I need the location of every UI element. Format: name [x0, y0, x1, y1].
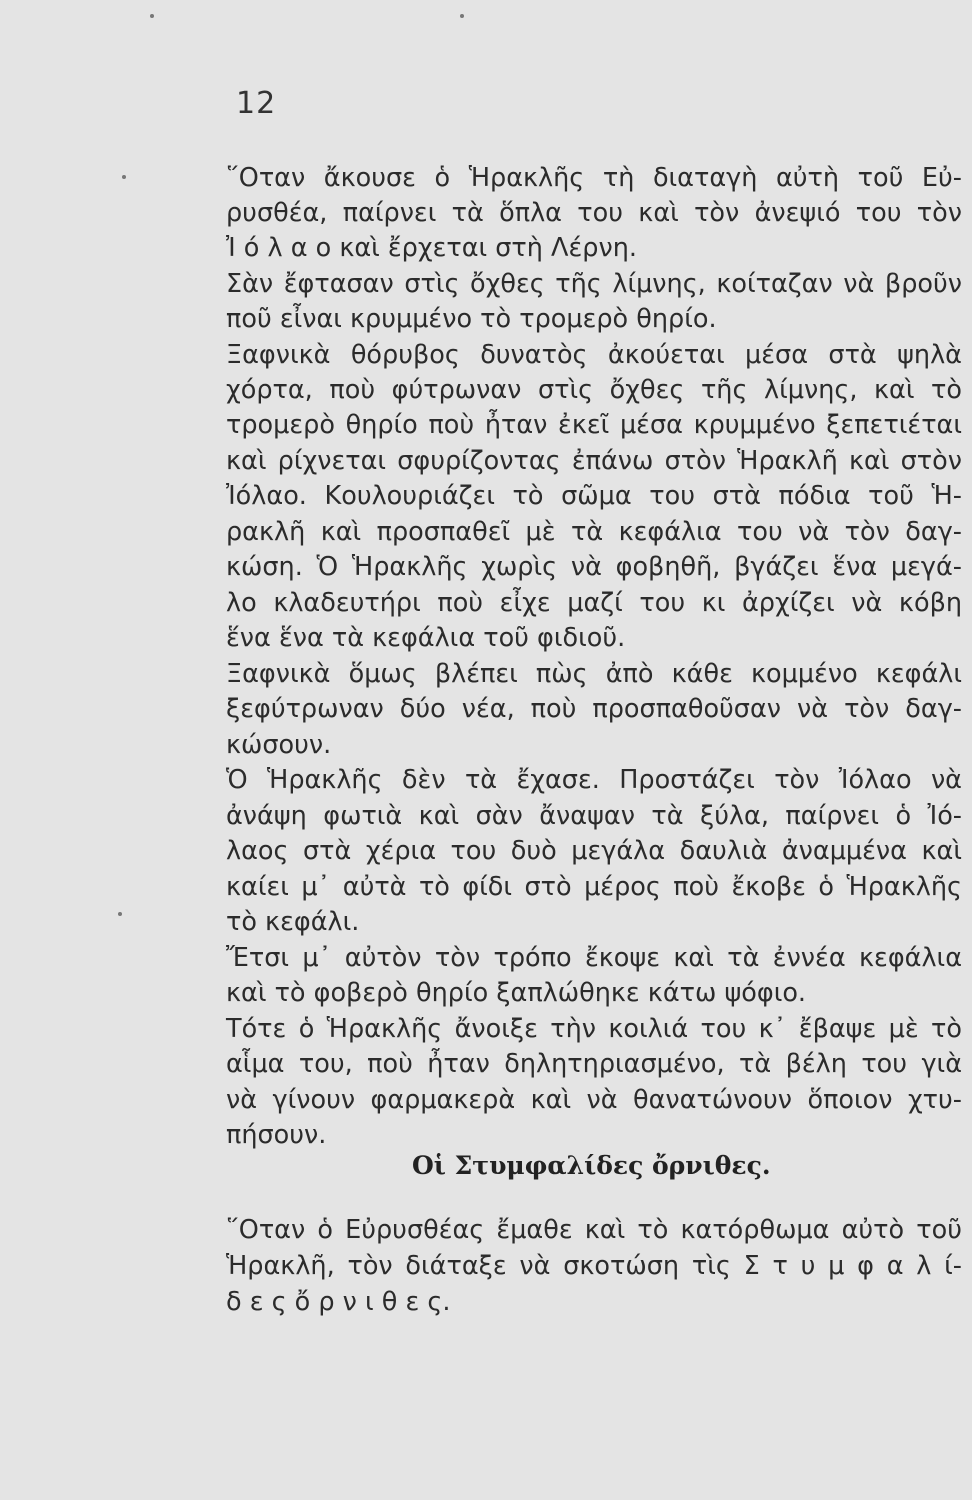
text-line: νὰ γίνουν φαρμακερὰ καὶ νὰ θανατώνουν ὅποιον χτυ-: [226, 1085, 962, 1115]
scan-speck: [150, 14, 154, 18]
text-line: λο κλαδευτήρι ποὺ εἶχε μαζί του κι ἀρχίζει νὰ κόβη: [226, 588, 962, 618]
text-line: ξεφύτρωναν δύο νέα, ποὺ προσπαθοῦσαν νὰ τὸν δαγ-: [226, 694, 962, 724]
text-line: τὸ κεφάλι.: [226, 907, 360, 937]
text-line: Τότε ὁ Ἡρακλῆς ἄνοιξε τὴν κοιλιά του κ᾿ ἔβαψε μὲ τὸ: [226, 1014, 962, 1044]
text-line: πήσουν.: [226, 1120, 327, 1150]
text-line: Σὰν ἔφτασαν στὶς ὄχθες τῆς λίμνης, κοίταζαν νὰ βροῦν: [226, 269, 962, 299]
text-line: δ ε ς ὄ ρ ν ι θ ε ς.: [226, 1287, 451, 1317]
text-line: Ἰόλαο. Κουλουριάζει τὸ σῶμα του στὰ πόδια τοῦ Ἡ-: [226, 481, 962, 511]
text-line: λαος στὰ χέρια του δυὸ μεγάλα δαυλιὰ ἀναμμένα καὶ: [226, 836, 962, 866]
text-line: χόρτα, ποὺ φύτρωναν στὶς ὄχθες τῆς λίμνης, καὶ τὸ: [226, 375, 962, 405]
scan-speck: [122, 175, 126, 179]
text-line: καὶ ρίχνεται σφυρίζοντας ἐπάνω στὸν Ἡρακλῆ καὶ στὸν: [226, 446, 962, 476]
text-line: Ξαφνικὰ ὅμως βλέπει πὼς ἀπὸ κάθε κομμένο κεφάλι: [226, 659, 962, 689]
text-line: Ἡρακλῆ, τὸν διάταξε νὰ σκοτώση τὶς Σ τ υ μ φ α λ ί-: [226, 1251, 962, 1281]
scan-speck: [460, 14, 464, 18]
text-line: Ἰ ό λ α ο καὶ ἔρχεται στὴ Λέρνη.: [226, 233, 637, 263]
text-line: Ξαφνικὰ θόρυβος δυνατὸς ἀκούεται μέσα στὰ ψηλὰ: [226, 340, 962, 370]
text-line: ποῦ εἶναι κρυμμένο τὸ τρομερὸ θηρίο.: [226, 304, 717, 334]
text-line: καίει μ᾿ αὐτὰ τὸ φίδι στὸ μέρος ποὺ ἔκοβε ὁ Ἡρακλῆς: [226, 872, 962, 902]
text-line: ρυσθέα, παίρνει τὰ ὅπλα του καὶ τὸν ἀνεψιό του τὸν: [226, 198, 962, 228]
scan-speck: [118, 912, 122, 916]
text-line: κώσουν.: [226, 730, 332, 760]
text-line: ρακλῆ καὶ προσπαθεῖ μὲ τὰ κεφάλια του νὰ τὸν δαγ-: [226, 517, 962, 547]
text-line: ἀνάψη φωτιὰ καὶ σὰν ἄναψαν τὰ ξύλα, παίρνει ὁ Ἰό-: [226, 801, 962, 831]
text-line: Ὁ Ἡρακλῆς δὲν τὰ ἔχασε. Προστάζει τὸν Ἰόλαο νὰ: [226, 765, 962, 795]
page-number: 12: [236, 86, 277, 121]
text-line: ῞Οταν ἄκουσε ὁ Ἡρακλῆς τὴ διαταγὴ αὐτὴ τοῦ Εὐ-: [226, 163, 962, 193]
text-line: τρομερὸ θηρίο ποὺ ἦταν ἐκεῖ μέσα κρυμμένο ξεπετιέται: [226, 410, 962, 440]
section-heading: Οἱ Στυμφαλίδες ὄρνιθες.: [412, 1151, 771, 1180]
text-line: αἷμα του, ποὺ ἦταν δηλητηριασμένο, τὰ βέλη του γιὰ: [226, 1049, 962, 1079]
text-line: ῞Οταν ὁ Εὐρυσθέας ἔμαθε καὶ τὸ κατόρθωμα αὐτὸ τοῦ: [226, 1215, 962, 1245]
text-line: ἕνα ἕνα τὰ κεφάλια τοῦ φιδιοῦ.: [226, 623, 626, 653]
text-line: Ἔτσι μ᾿ αὐτὸν τὸν τρόπο ἔκοψε καὶ τὰ ἐννέα κεφάλια: [226, 943, 962, 973]
text-line: κώση. Ὁ Ἡρακλῆς χωρὶς νὰ φοβηθῆ, βγάζει ἕνα μεγά-: [226, 552, 962, 582]
text-line: καὶ τὸ φοβερὸ θηρίο ξαπλώθηκε κάτω ψόφιο.: [226, 978, 807, 1008]
